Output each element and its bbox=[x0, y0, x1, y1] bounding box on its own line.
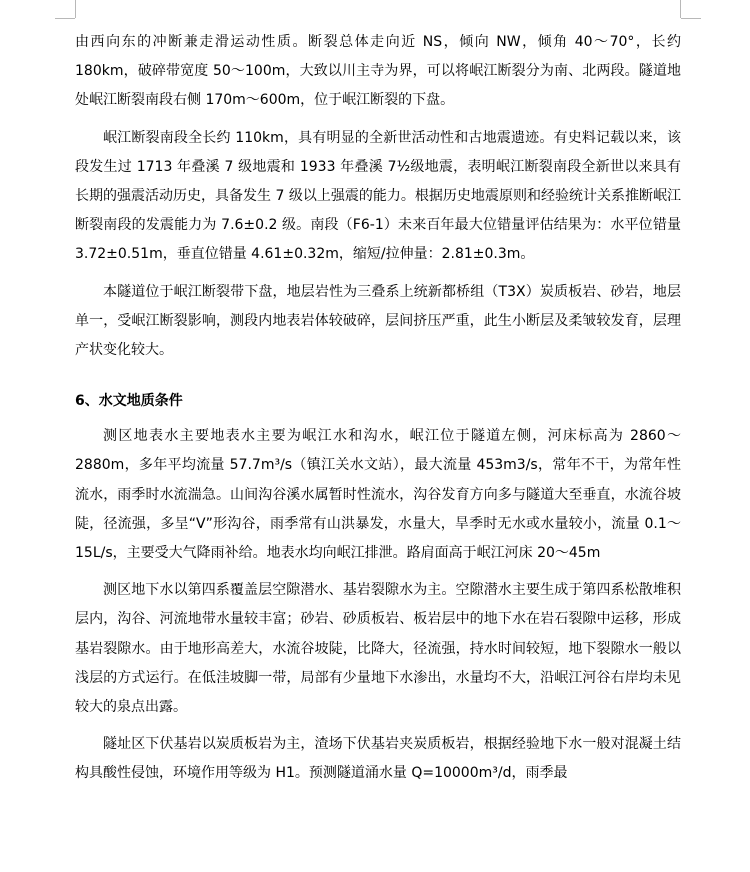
section-heading-hydrogeology: 6、水文地质条件 bbox=[75, 393, 183, 410]
paragraph-fault-south-segment: 岷江断裂南段全长约 110km，具有明显的全新世活动性和古地震遗迹。有史料记载以来，该段发生过 1713 年叠溪 7 级地震和 1933 年叠溪 7½级地震，表明岷江断裂南段全新世以来具有长期的强震活动历史，具备发生 7 级以上强震的能力。根据历史地震原则和经验统计关系推断岷江断裂南段的发震能力为 7.6±0.2 级。南段（F6-1）未来百年最大位错量评估结果为：水平位错量 3.72±0.51m，垂直位错量 4.61±0.32m，缩短/拉伸量：2.81±0.3m。 bbox=[75, 129, 681, 263]
paragraph-groundwater: 测区地下水以第四系覆盖层空隙潜水、基岩裂隙水为主。空隙潜水主要生成于第四系松散堆积层内，沟谷、河流地带水量较丰富；砂岩、砂质板岩、板岩层中的地下水在岩石裂隙中运移，形成基岩裂隙水。由于地形高差大，水流谷坡陡，比降大，径流强，持水时间较短，地下裂隙水一般以浅层的方式运行。在低洼坡脚一带，局部有少量地下水渗出，水量均不大，沿岷江河谷右岸均未见较大的泉点出露。 bbox=[75, 582, 681, 716]
paragraph-bedrock-water-inflow: 隧址区下伏基岩以炭质板岩为主，渣场下伏基岩夹炭质板岩，根据经验地下水一般对混凝土结构具酸性侵蚀，环境作用等级为 H1。预测隧道涌水量 Q=10000m³/d，雨季最 bbox=[75, 736, 681, 782]
page-corner-mark-left-horizontal bbox=[55, 18, 75, 19]
page-corner-mark-right-horizontal bbox=[681, 18, 701, 19]
page-corner-mark-left bbox=[75, 0, 76, 18]
paragraph-surface-water: 测区地表水主要地表水主要为岷江水和沟水，岷江位于隧道左侧，河床标高为 2860～2880m，多年平均流量 57.7m³/s（镇江关水文站），最大流量 453m3/s，常年不干，为常年性流水，雨季时水流湍急。山间沟谷溪水属暂时性流水，沟谷发育方向多与隧道大至垂直，水流谷坡陡，径流强，多呈“V”形沟谷，雨季常有山洪暴发，水量大，旱季时无水或水量较小，流量 0.1～15L/s，主要受大气降雨补给。地表水均向岷江排泄。路肩面高于岷江河床 20～45m bbox=[75, 428, 681, 562]
page-corner-mark-right bbox=[680, 0, 681, 18]
document-body bbox=[75, 28, 681, 789]
paragraph-tunnel-stratum: 本隧道位于岷江断裂带下盘，地层岩性为三叠系上统新都桥组（T3X）炭质板岩、砂岩，地层单一，受岷江断裂影响，测段内地表岩体较破碎，层间挤压严重，此生小断层及柔皱较发育，层理产状变化较大。 bbox=[75, 283, 681, 359]
paragraph-fault-description: 由西向东的冲断兼走滑运动性质。断裂总体走向近 NS，倾向 NW，倾角 40～70°，长约 180km，破碎带宽度 50～100m，大致以川主寺为界，可以将岷江断裂分为南、北两段。隧道地处岷江断裂南段右侧 170m～600m，位于岷江断裂的下盘。 bbox=[75, 34, 681, 109]
